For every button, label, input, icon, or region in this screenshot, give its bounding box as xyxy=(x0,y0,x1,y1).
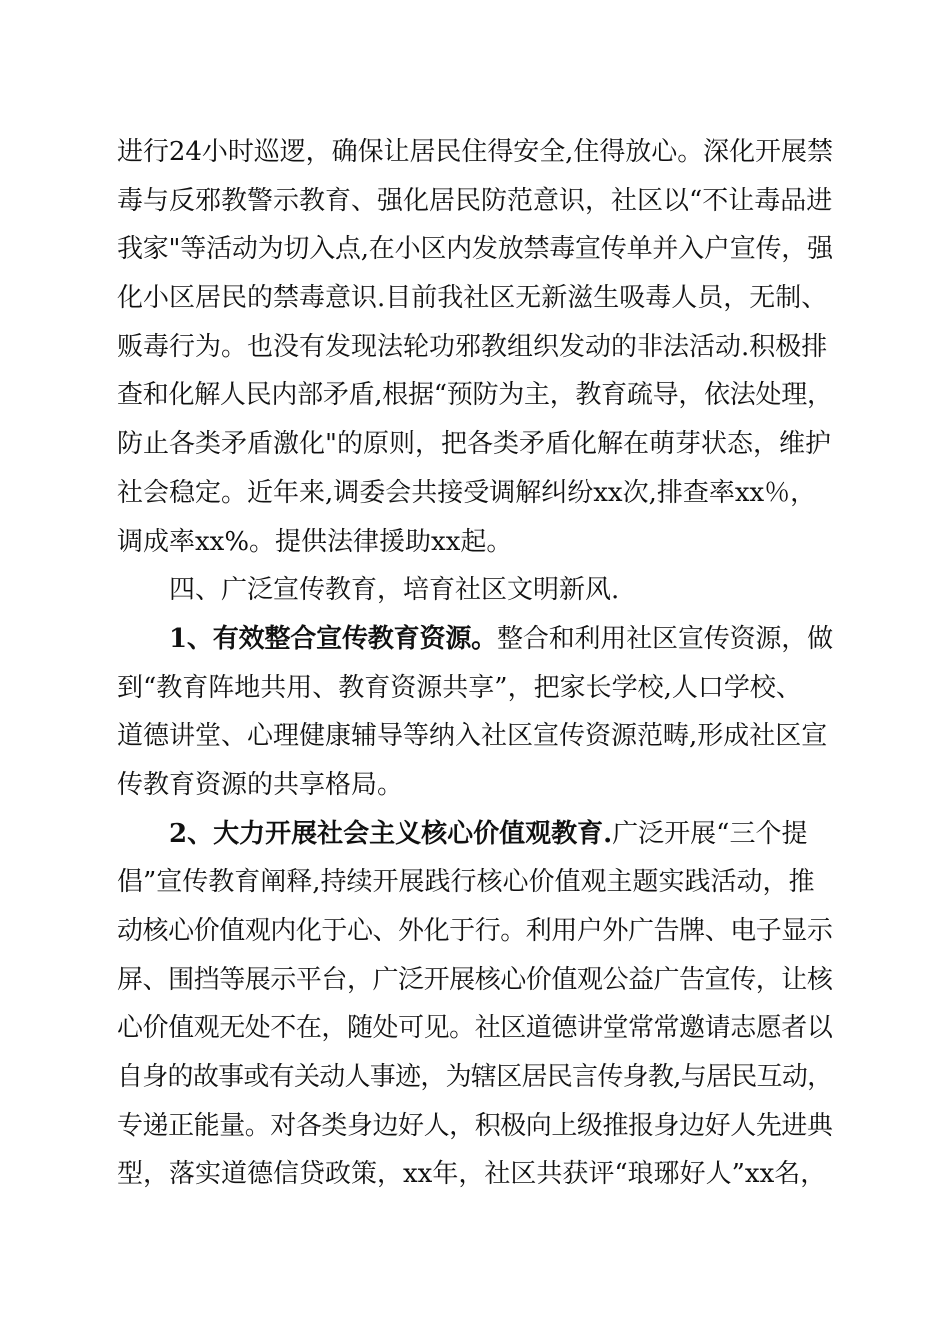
text-line: 进行24小时巡逻，确保让居民住得安全,住得放心。深化开展禁 xyxy=(117,137,833,167)
text-line: 心价值观无处不在，随处可见。社区道德讲堂常常邀请志愿者以 xyxy=(117,1013,833,1044)
document-body xyxy=(117,128,833,1199)
text-line: 社会稳定。近年来,调委会共接受调解纠纷xx次,排查率xx％， xyxy=(117,477,817,508)
text-line: 贩毒行为。也没有发现法轮功邪教组织发动的非法活动.积极排 xyxy=(117,331,828,362)
text-line: 倡”宣传教育阐释,持续开展践行核心价值观主题实践活动，推 xyxy=(117,867,815,898)
text-line: 道德讲堂、心理健康辅导等纳入社区宣传资源范畴,形成社区宣 xyxy=(117,721,828,752)
text-line: 型，落实道德信贷政策，xx年，社区共获评“琅琊好人”xx名， xyxy=(117,1159,827,1190)
text-line xyxy=(117,810,833,859)
text-line: 调成率xx%。提供法律援助xx起。 xyxy=(117,526,513,557)
text-line: 查和化解人民内部矛盾,根据“预防为主，教育疏导，依法处理， xyxy=(117,380,833,411)
text-line: 屏、围挡等展示平台，广泛开展核心价值观公益广告宣传，让核 xyxy=(117,964,833,995)
text-line: 动核心价值观内化于心、外化于行。利用户外广告牌、电子显示 xyxy=(117,916,833,946)
text-line: 毒与反邪教警示教育、强化居民防范意识，社区以“不让毒品进 xyxy=(117,185,833,216)
text-line: 专递正能量。对各类身边好人，积极向上级推报身边好人先进典 xyxy=(117,1110,833,1141)
text-line: 自身的故事或有关动人事迹，为辖区居民言传身教,与居民互动， xyxy=(117,1062,833,1093)
text-run: 整合和利用社区宣传资源，做 xyxy=(497,623,833,654)
bold-heading-text: 1、有效整合宣传教育资源。 xyxy=(169,623,498,654)
text-line: 传教育资源的共享格局。 xyxy=(117,769,404,800)
text-line: 化小区居民的禁毒意识.目前我社区无新滋生吸毒人员，无制、 xyxy=(117,283,828,314)
bold-heading-text: 2、大力开展社会主义核心价值观教育. xyxy=(169,818,613,849)
text-line: 防止各类矛盾激化"的原则，把各类矛盾化解在萌芽状态，维护 xyxy=(117,429,831,460)
text-run: 广泛开展“三个提 xyxy=(612,818,808,849)
text-line: 到“教育阵地共用、教育资源共享”，把家长学校,人口学校、 xyxy=(117,672,802,703)
text-line: 我家"等活动为切入点,在小区内发放禁毒宣传单并入户宣传，强 xyxy=(117,234,833,265)
text-line: 四、广泛宣传教育，培育社区文明新风. xyxy=(169,575,620,606)
text-line xyxy=(117,615,833,664)
